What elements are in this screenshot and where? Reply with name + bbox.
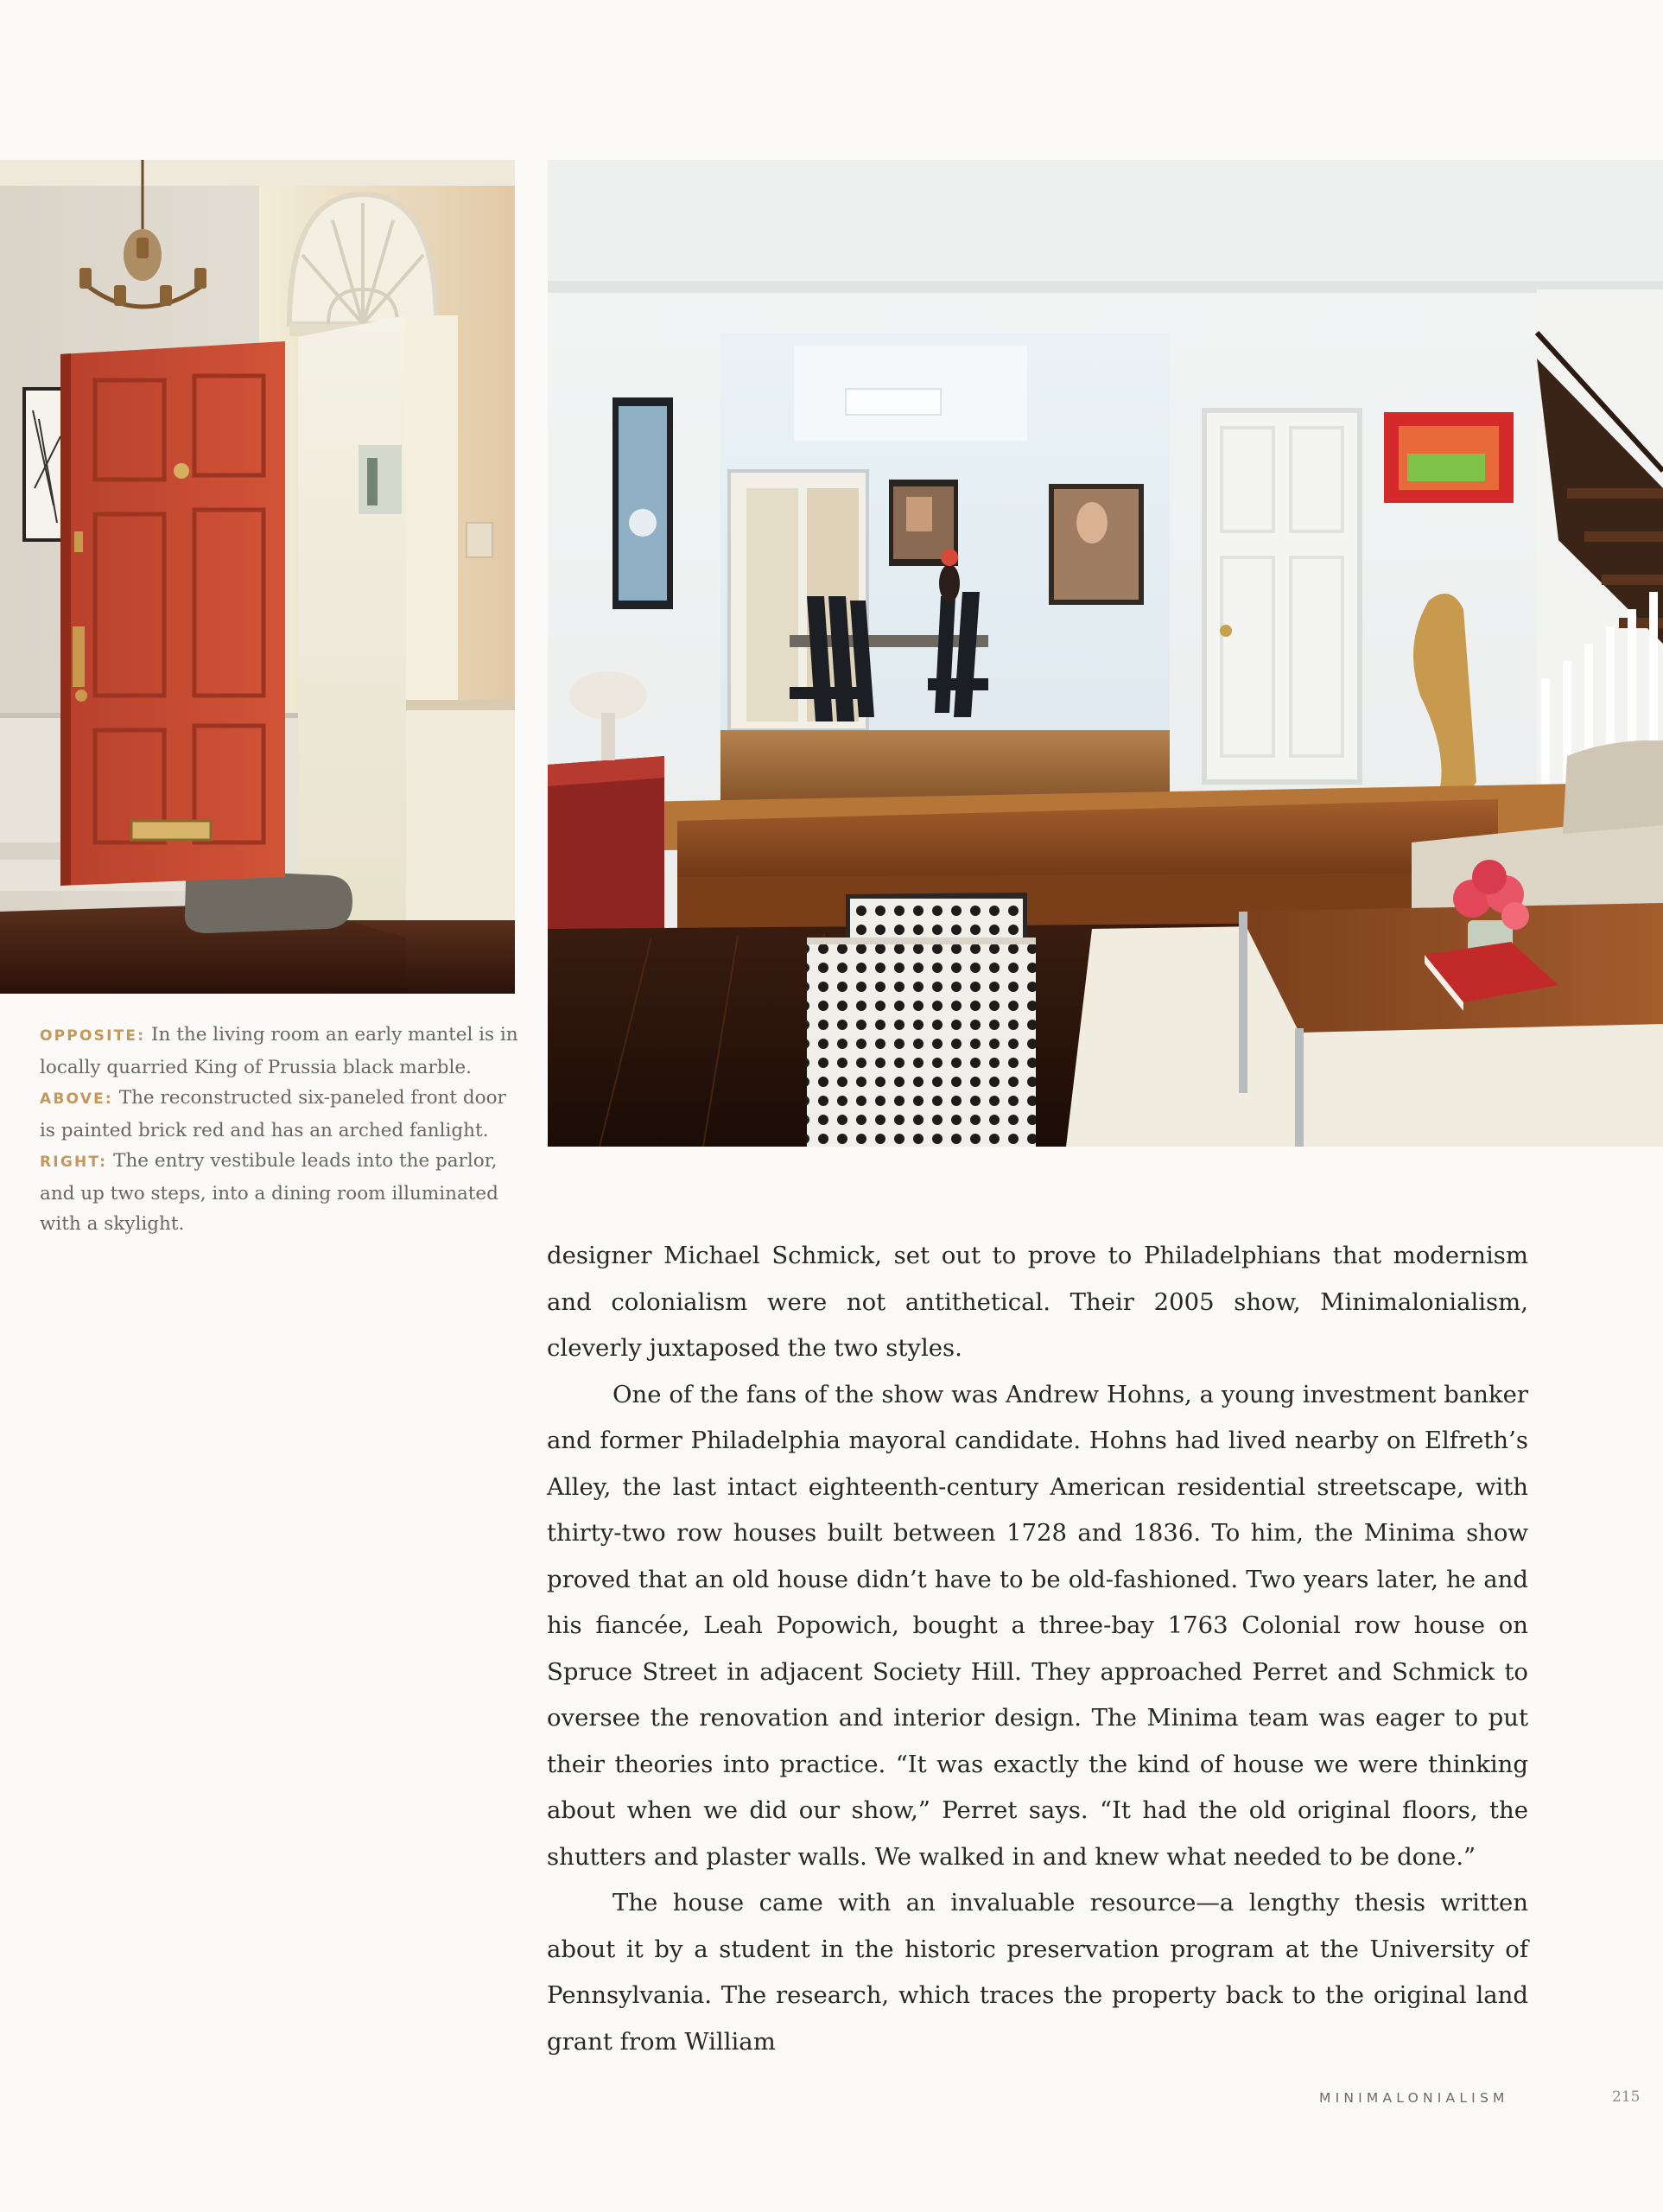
- caption-text: The reconstructed six-paneled front door is painted brick red and has an arched fanlight.: [40, 1087, 506, 1141]
- article-body: [547, 1233, 1528, 2065]
- caption-text: The entry vestibule leads into the parlor, and up two steps, into a dining room illuminated with a skylight.: [40, 1150, 498, 1235]
- body-paragraph: One of the fans of the show was Andrew Hohns, a young investment banker and former Philadelphia mayoral candidate. Hohns had lived nearby on Elfreth’s Alley, the last intact eighteenth-century American residential streetscape, with thirty-two row houses built between 1728 and 1836. To him, the Minima show proved that an old house didn’t have to be old-fashioned. Two years later, he and his fiancée, Leah Popowich, bought a three-bay 1763 Colonial row house on Spruce Street in adjacent Society Hill. They approached Perret and Schmick to oversee the renovation and interior design. The Minima team was eager to put their theories into practice. “It was exactly the kind of house we were thinking about when we did our show,” Perret says. “It had the old original floors, the shutters and plaster walls. We walked in and knew what needed to be done.”: [547, 1380, 1528, 1871]
- running-title: MINIMALONIALISM: [1319, 2090, 1509, 2106]
- living-room-illustration: [548, 160, 1663, 1147]
- caption-label: OPPOSITE:: [40, 1027, 146, 1045]
- page-number: 215: [1612, 2088, 1641, 2106]
- body-paragraph: The house came with an invaluable resource—a lengthy thesis written about it by a student in the historic preservation program at the University of Pennsylvania. The research, which traces the property back to the original land grant from William: [547, 1889, 1528, 2056]
- body-paragraph: designer Michael Schmick, set out to prove to Philadelphians that modernism and colonialism were not antithetical. Their 2005 show, Minimalonialism, cleverly juxtaposed the two styles.: [547, 1242, 1528, 1362]
- photo-captions: [40, 1020, 524, 1240]
- caption-text: In the living room an early mantel is in locally quarried King of Prussia black marble.: [40, 1024, 518, 1078]
- caption-above: [40, 1083, 524, 1146]
- photo-living-room: [548, 160, 1663, 1147]
- caption-label: RIGHT:: [40, 1154, 108, 1171]
- entry-door-illustration: [0, 160, 515, 994]
- caption-right: [40, 1146, 524, 1240]
- caption-opposite: [40, 1020, 524, 1083]
- caption-label: ABOVE:: [40, 1090, 113, 1108]
- photo-entry-door: [0, 160, 515, 994]
